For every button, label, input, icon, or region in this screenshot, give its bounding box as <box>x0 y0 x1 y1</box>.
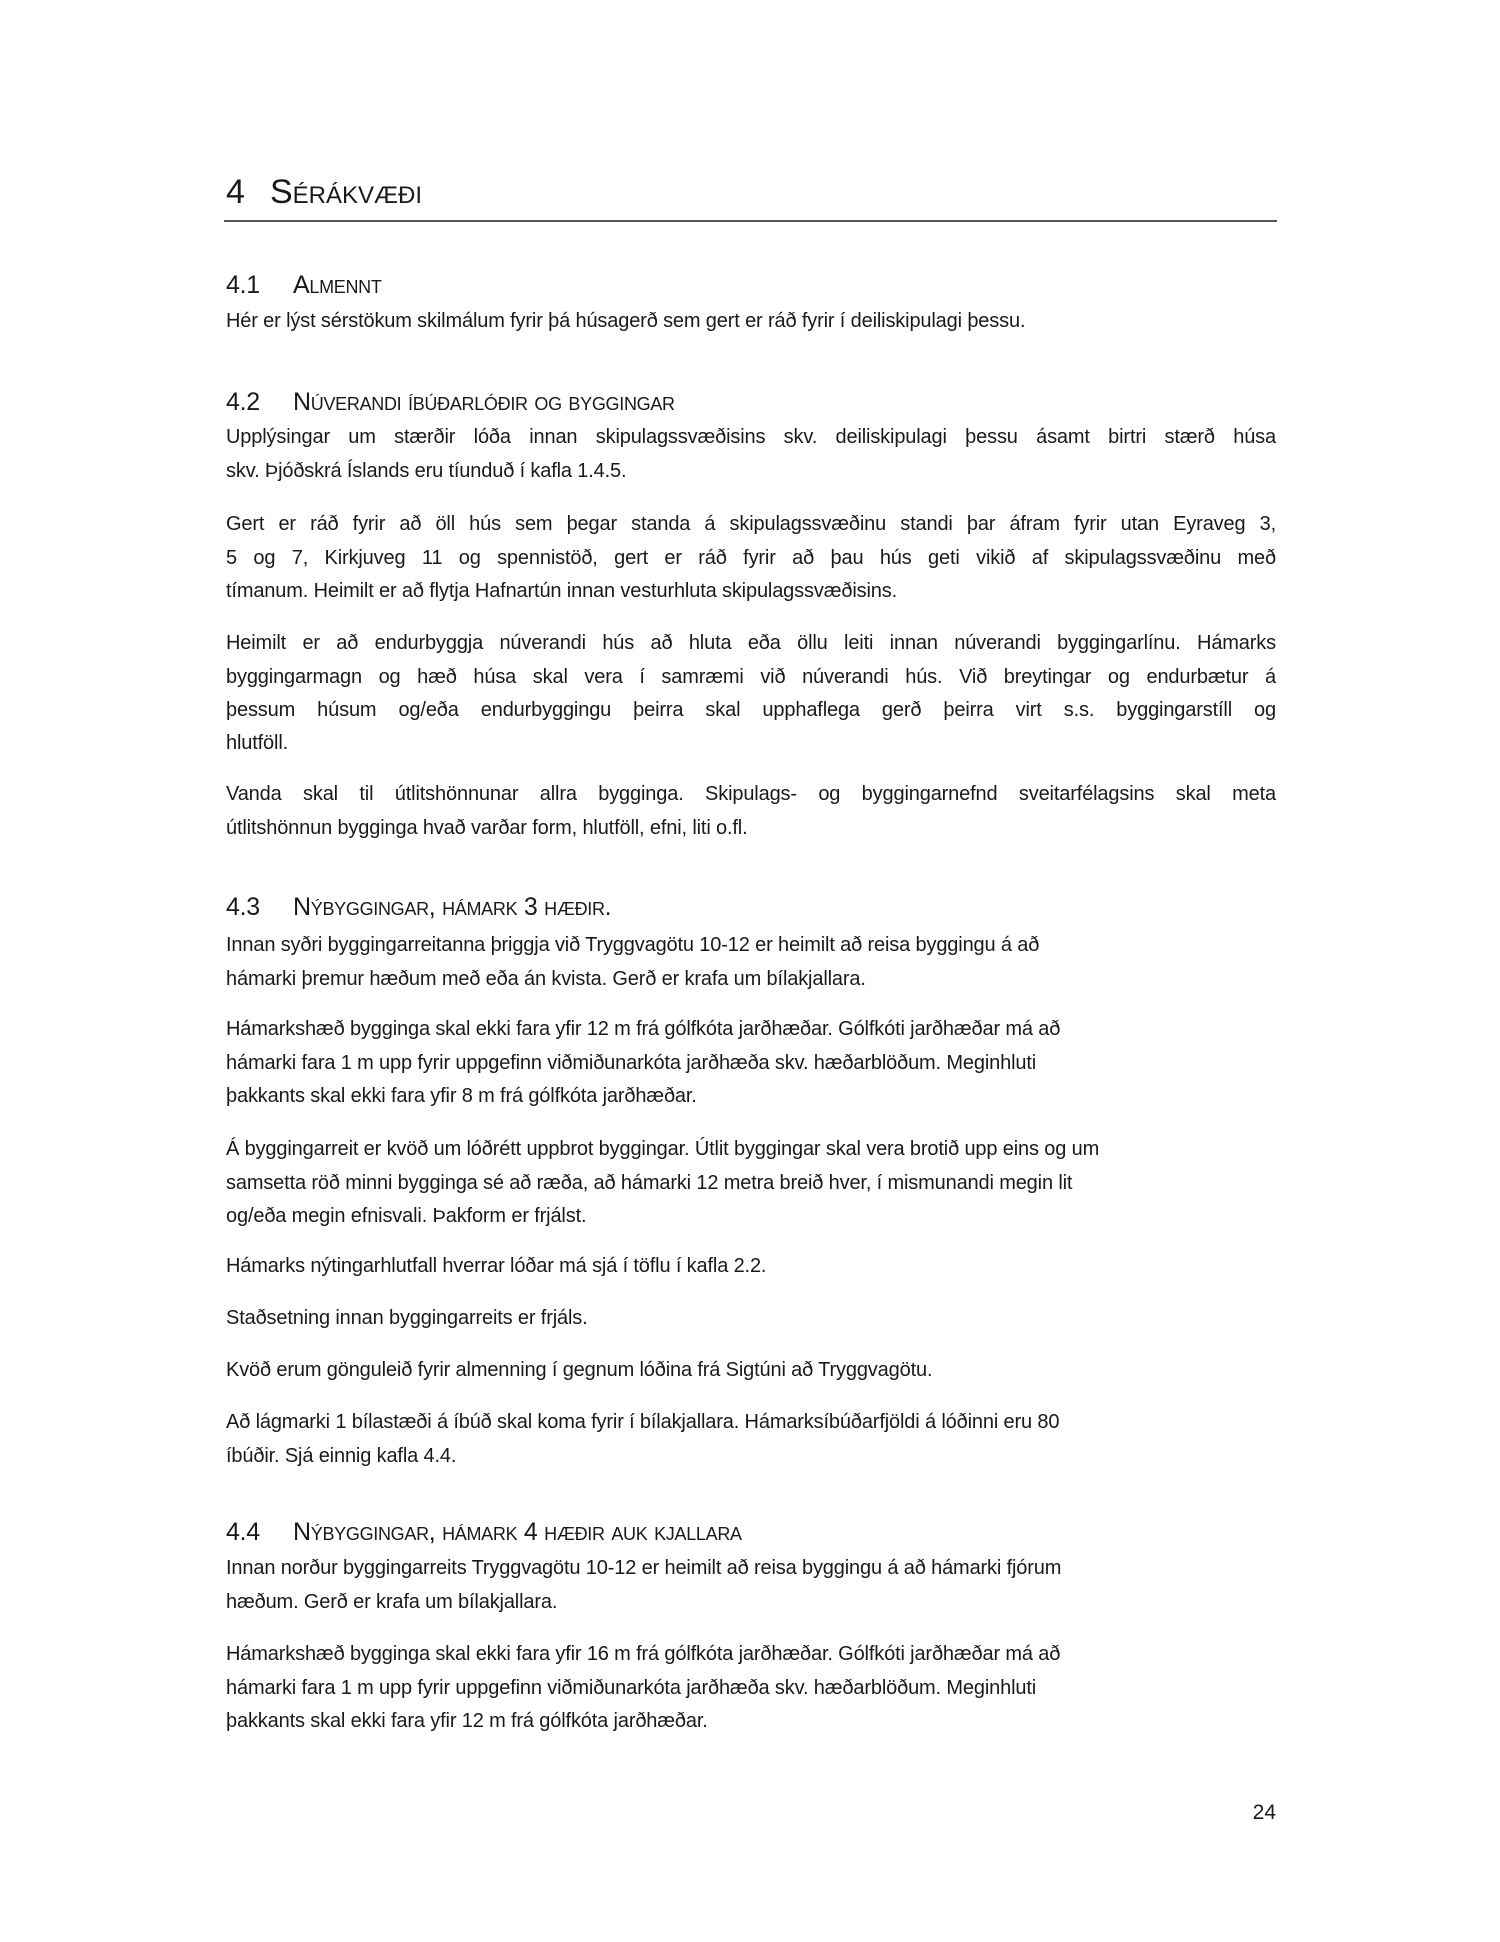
section-heading <box>226 891 1276 924</box>
section-heading-text <box>226 891 1276 924</box>
section-title: Nýbyggingar, hámark 3 hæðir. <box>293 892 612 921</box>
paragraph-line: Á byggingarreit er kvöð um lóðrétt uppbrot byggingar. Útlit byggingar skal vera brotið upp eins og um <box>226 1138 1100 1161</box>
section-number: 4.2 <box>226 387 260 416</box>
paragraph-line: Kvöð erum gönguleið fyrir almenning í gegnum lóðina frá Sigtúni að Tryggvagötu. <box>226 1359 933 1382</box>
paragraph-line: Innan norður byggingarreits Tryggvagötu 10-12 er heimilt að reisa byggingu á að hámarki fjórum <box>226 1557 1062 1580</box>
paragraph-line: þessum húsum og/eða endurbyggingu þeirra skal upphaflega gerð þeirra virt s.s. byggingarstíll og <box>226 698 1276 721</box>
paragraph-line: hámarki fara 1 m upp fyrir uppgefinn viðmiðunarkóta jarðhæða skv. hæðarblöðum. Meginhluti <box>226 1051 1037 1074</box>
paragraph-line: íbúðir. Sjá einnig kafla 4.4. <box>226 1444 457 1467</box>
section-title: Nýbyggingar, hámark 4 hæðir auk kjallara <box>293 1517 742 1546</box>
paragraph <box>226 778 1276 845</box>
section-heading-text <box>226 1516 1276 1549</box>
section-heading <box>226 386 1276 419</box>
paragraph-line: þakkants skal ekki fara yfir 12 m frá gólfkóta jarðhæðar. <box>226 1709 708 1732</box>
paragraph-line: Hámarkshæð bygginga skal ekki fara yfir 16 m frá gólfkóta jarðhæðar. Gólfkóti jarðhæðar má að <box>226 1643 1061 1666</box>
paragraph-line: útlitshönnun bygginga hvað varðar form, hlutföll, efni, liti o.fl. <box>226 816 748 839</box>
paragraph <box>226 929 1276 996</box>
paragraph-line: hámarki fara 1 m upp fyrir uppgefinn viðmiðunarkóta jarðhæða skv. hæðarblöðum. Meginhluti <box>226 1676 1037 1699</box>
section-heading-text <box>226 386 1276 419</box>
paragraph <box>226 1013 1276 1113</box>
paragraph <box>226 305 1276 338</box>
chapter-number: 4 <box>226 173 245 211</box>
paragraph-line: Hámarkshæð bygginga skal ekki fara yfir 12 m frá gólfkóta jarðhæðar. Gólfkóti jarðhæðar má að <box>226 1018 1061 1041</box>
paragraph <box>226 421 1276 488</box>
paragraph-line: Innan syðri byggingarreitanna þriggja við Tryggvagötu 10-12 er heimilt að reisa byggingu á að <box>226 934 1040 957</box>
paragraph <box>226 1302 1276 1335</box>
paragraph-line: Hámarks nýtingarhlutfall hverrar lóðar má sjá í töflu í kafla 2.2. <box>226 1255 767 1278</box>
paragraph-line: skv. Þjóðskrá Íslands eru tíunduð í kafla 1.4.5. <box>226 459 627 482</box>
paragraph <box>226 1133 1276 1233</box>
section-number: 4.4 <box>226 1517 260 1546</box>
paragraph <box>226 1354 1276 1387</box>
paragraph-line: Heimilt er að endurbyggja núverandi hús að hluta eða öllu leiti innan núverandi byggingarlínu. Hámarks <box>226 632 1276 655</box>
paragraph-line: hæðum. Gerð er krafa um bílakjallara. <box>226 1590 558 1613</box>
paragraph-line: Staðsetning innan byggingarreits er frjáls. <box>226 1307 588 1330</box>
paragraph <box>226 508 1276 608</box>
section-title: Núverandi íbúðarlóðir og byggingar <box>293 387 675 416</box>
paragraph-line: 5 og 7, Kirkjuveg 11 og spennistöð, gert er ráð fyrir að þau hús geti vikið af skipulagssvæðinu með <box>226 546 1276 569</box>
paragraph-line: Gert er ráð fyrir að öll hús sem þegar standa á skipulagssvæðinu standi þar áfram fyrir utan Eyraveg 3, <box>226 513 1276 536</box>
paragraph-line: hlutföll. <box>226 732 289 755</box>
section-heading-text <box>226 269 1276 302</box>
paragraph <box>226 1250 1276 1283</box>
chapter-heading <box>226 172 1276 212</box>
paragraph-line: þakkants skal ekki fara yfir 8 m frá gólfkóta jarðhæðar. <box>226 1084 697 1107</box>
paragraph <box>226 627 1276 760</box>
paragraph-line: byggingarmagn og hæð húsa skal vera í samræmi við núverandi hús. Við breytingar og endurbætur á <box>226 665 1276 688</box>
paragraph-line: tímanum. Heimilt er að flytja Hafnartún innan vesturhluta skipulagssvæðisins. <box>226 579 897 602</box>
section-number: 4.3 <box>226 892 260 921</box>
paragraph <box>226 1552 1276 1619</box>
paragraph-line: Hér er lýst sérstökum skilmálum fyrir þá húsagerð sem gert er ráð fyrir í deiliskipulagi þessu. <box>226 310 1026 333</box>
paragraph-line: samsetta röð minni bygginga sé að ræða, að hámarki 12 metra breið hver, í mismunandi megin lit <box>226 1171 1073 1194</box>
paragraph-line: Vanda skal til útlitshönnunar allra bygginga. Skipulags- og byggingarnefnd sveitarfélagsins skal meta <box>226 783 1276 806</box>
section-title: Almennt <box>293 270 382 299</box>
heading-rule <box>224 220 1277 222</box>
paragraph <box>226 1638 1276 1738</box>
paragraph-line: og/eða megin efnisvali. Þakform er frjálst. <box>226 1204 587 1227</box>
chapter-title: Sérákvæði <box>270 173 423 211</box>
section-heading <box>226 1516 1276 1549</box>
paragraph-line: hámarki þremur hæðum með eða án kvista. Gerð er krafa um bílakjallara. <box>226 967 866 990</box>
section-heading <box>226 269 1276 302</box>
paragraph <box>226 1406 1276 1473</box>
section-number: 4.1 <box>226 270 260 299</box>
paragraph-line: Að lágmarki 1 bílastæði á íbúð skal koma fyrir í bílakjallara. Hámarksíbúðarfjöldi á lóðinni eru 80 <box>226 1411 1060 1434</box>
page-number: 24 <box>1252 1801 1276 1824</box>
paragraph-line: Upplýsingar um stærðir lóða innan skipulagssvæðisins skv. deiliskipulagi þessu ásamt birtri stærð húsa <box>226 426 1276 449</box>
